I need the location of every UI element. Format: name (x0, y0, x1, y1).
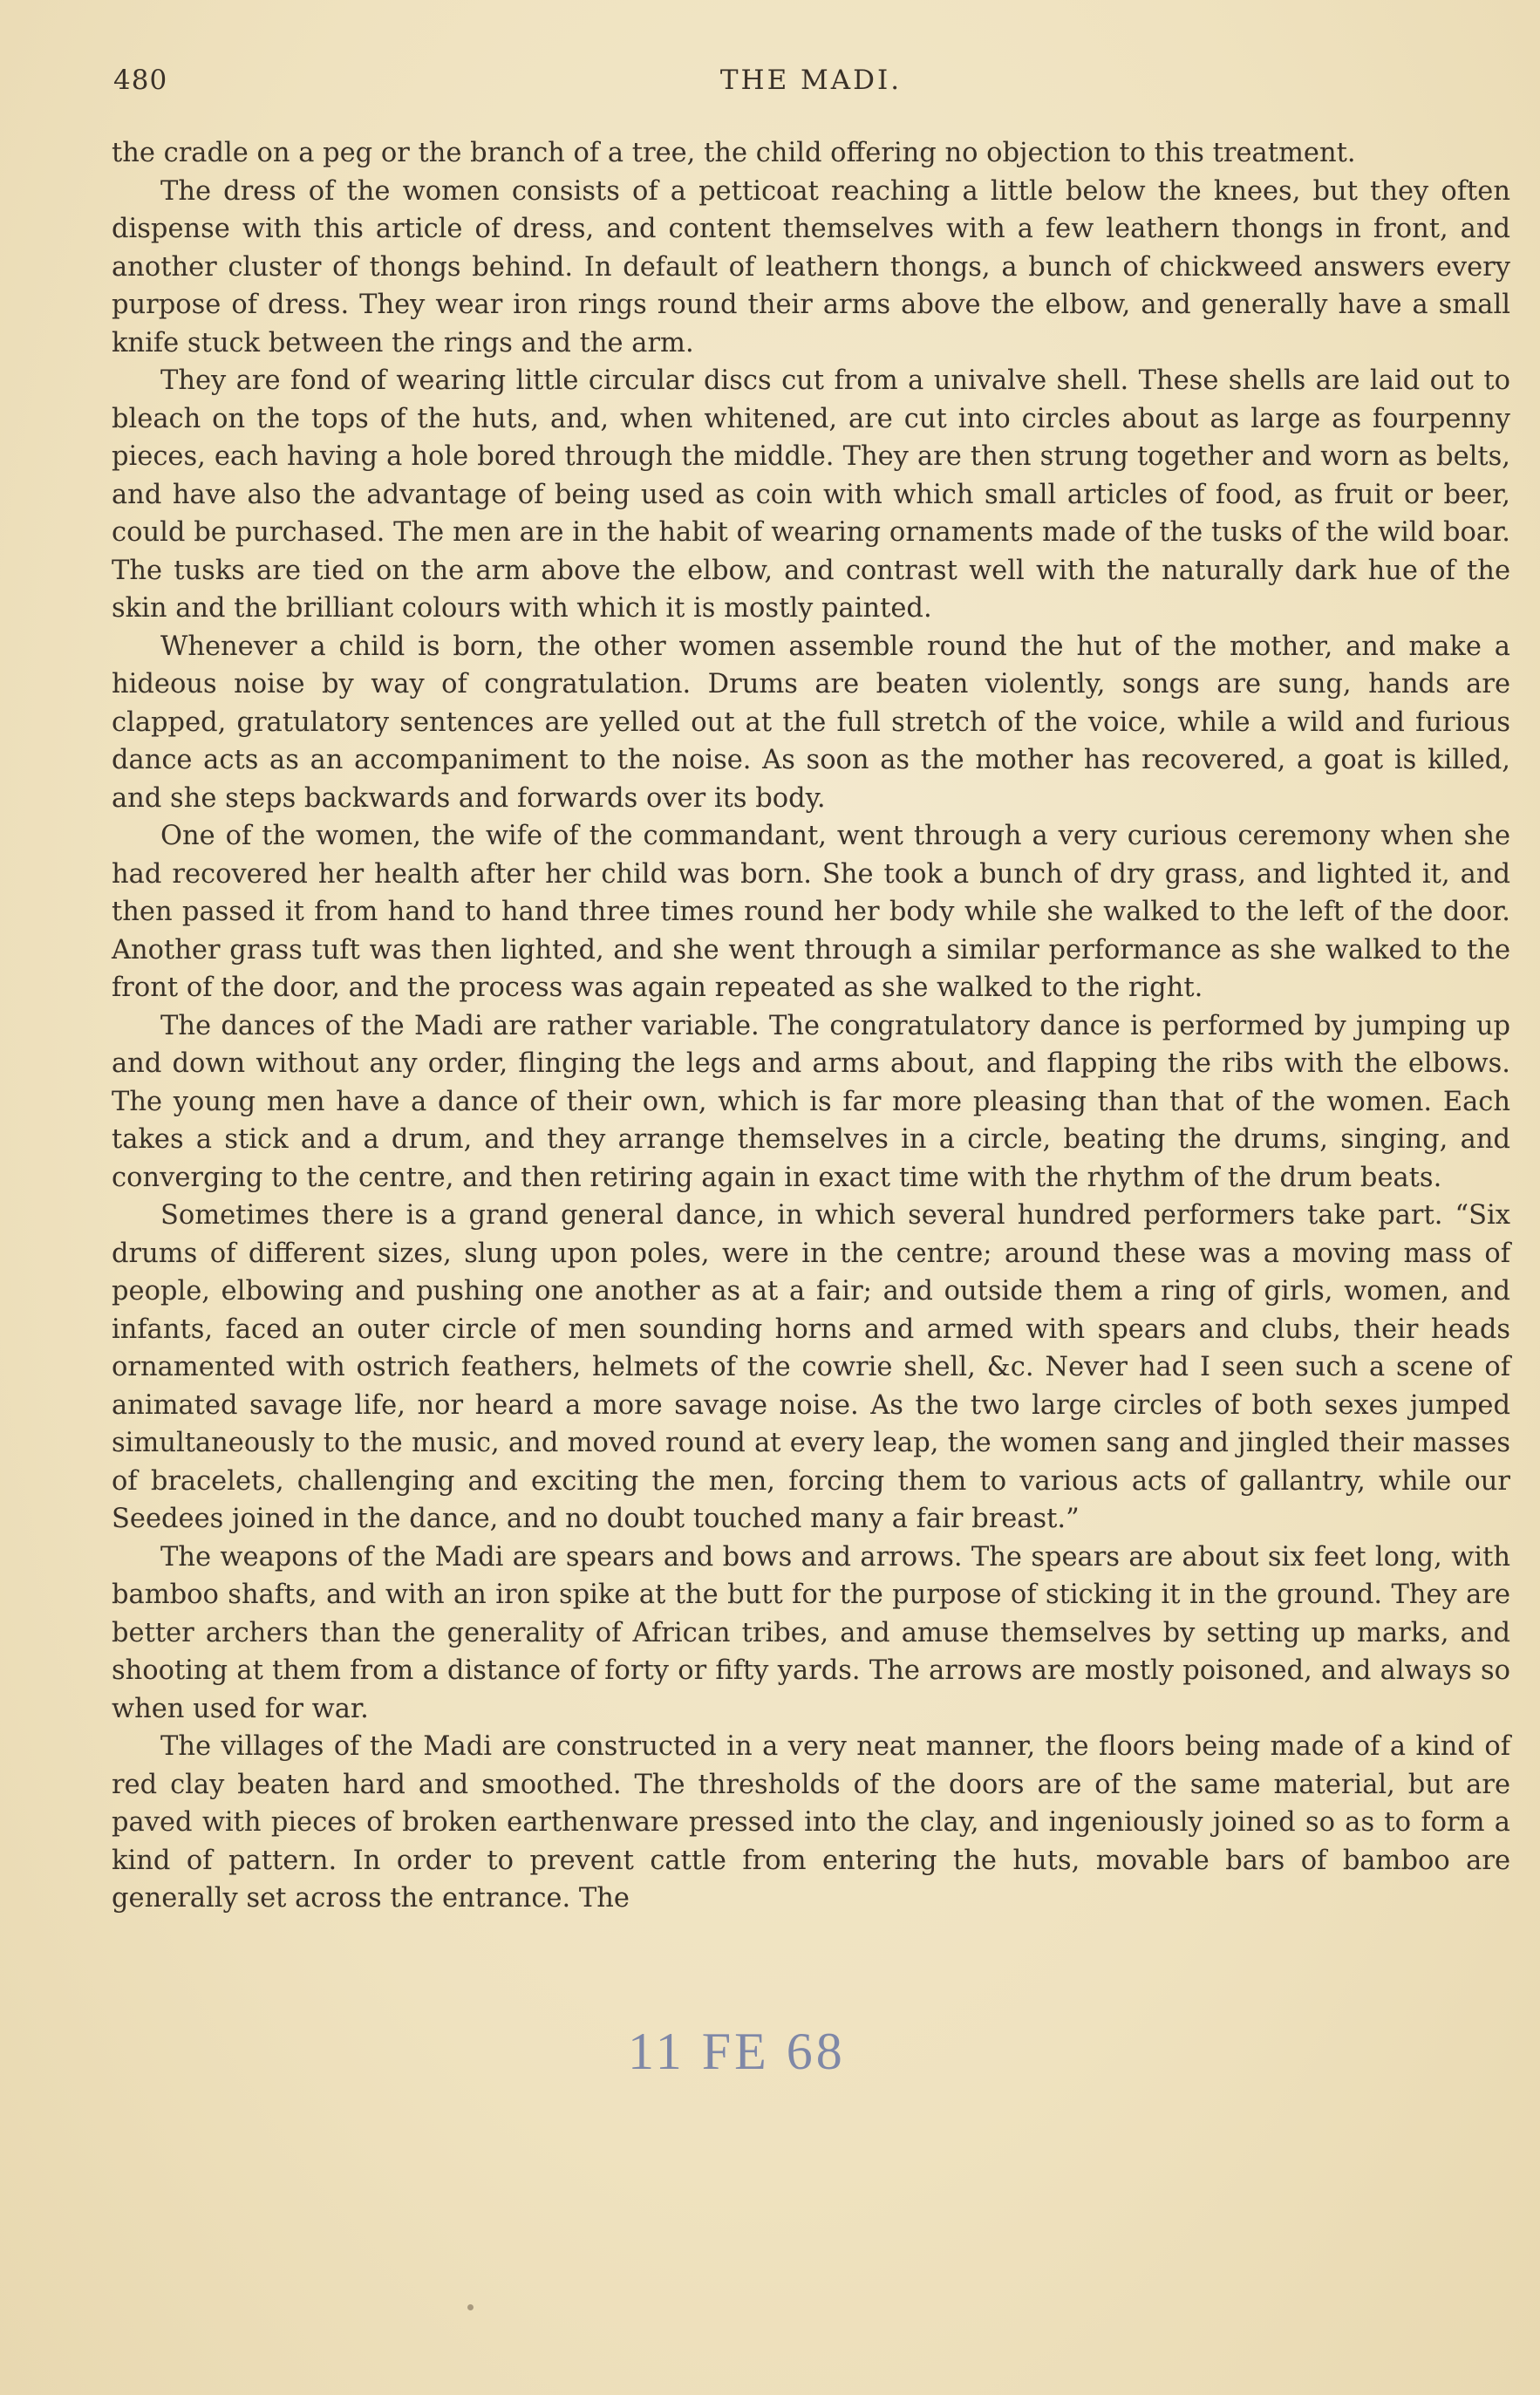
body-text (112, 134, 1510, 1918)
page-number: 480 (113, 65, 168, 96)
paragraph: the cradle on a peg or the branch of a tree, the child offering no objection to this treatment. (112, 138, 1356, 168)
date-stamp: 11 FE 68 (628, 2023, 846, 2080)
page-header (113, 65, 1509, 108)
paragraph: The dances of the Madi are rather variable. The congratulatory dance is performed by jumping up and down without any order, flinging the legs and arms about, and flapping the ribs with the elbows. The young men have a dance of their own, which is far more pleasing than that of the women. Each takes a stick and a drum, and they arrange themselves in a circle, beating the drums, singing, and converging to the centre, and then retiring again in exact time with the rhythm of the drum beats. (112, 1010, 1510, 1193)
paragraph: Whenever a child is born, the other women assemble round the hut of the mother, and make a hideous noise by way of congratulation. Drums are beaten violently, songs are sung, hands are clapped, gratulatory sentences are yelled out at the full stretch of the voice, while a wild and furious dance acts as an accompaniment to the noise. As soon as the mother has recovered, a goat is killed, and she steps backwards and forwards over its body. (112, 631, 1510, 814)
running-title: THE MADI. (719, 65, 903, 96)
paragraph: The villages of the Madi are constructed in a very neat manner, the floors being made of a kind of red clay beaten hard and smoothed. The thresholds of the doors are of the same material, but are paved with pieces of broken earthenware pressed into the clay, and ingeniously joined so as to form a kind of pattern. In order to prevent cattle from entering the huts, movable bars of bamboo are generally set across the entrance. The (112, 1731, 1510, 1914)
paragraph: The weapons of the Madi are spears and bows and arrows. The spears are about six feet long, with bamboo shafts, and with an iron spike at the butt for the purpose of sticking it in the ground. They are better archers than the generality of African tribes, and amuse themselves by setting up marks, and shooting at them from a distance of forty or fifty yards. The arrows are mostly poisoned, and always so when used for war. (112, 1541, 1510, 1724)
paragraph: Sometimes there is a grand general dance, in which several hundred performers take part. “Six drums of different sizes, slung upon poles, were in the centre; around these was a moving mass of people, elbowing and pushing one another as at a fair; and outside them a ring of girls, women, and infants, faced an outer circle of men sounding horns and armed with spears and clubs, their heads ornamented with ostrich feathers, helmets of the cowrie shell, &c. Never had I seen such a scene of animated savage life, nor heard a more savage noise. As the two large circles of both sexes jumped simultaneously to the music, and moved round at every leap, the women sang and jingled their masses of bracelets, challenging and exciting the men, forcing them to various acts of gallantry, while our Seedees joined in the dance, and no doubt touched many a fair breast.” (112, 1200, 1510, 1534)
paragraph: One of the women, the wife of the commandant, went through a very curious ceremony when she had recovered her health after her child was born. She took a bunch of dry grass, and lighted it, and then passed it from hand to hand three times round her body while she walked to the left of the door. Another grass tuft was then lighted, and she went through a similar performance as she walked to the front of the door, and the process was again repeated as she walked to the right. (112, 821, 1510, 1003)
paragraph: The dress of the women consists of a petticoat reaching a little below the knees, but they often dispense with this article of dress, and content themselves with a few leathern thongs in front, and another cluster of thongs behind. In default of leathern thongs, a bunch of chickweed answers every purpose of dress. They wear iron rings round their arms above the elbow, and generally have a small knife stuck between the rings and the arm. (112, 175, 1510, 358)
paragraph: They are fond of wearing little circular discs cut from a univalve shell. These shells are laid out to bleach on the tops of the huts, and, when whitened, are cut into circles about as large as fourpenny pieces, each having a hole bored through the middle. They are then strung together and worn as belts, and have also the advantage of being used as coin with which small articles of food, as fruit or beer, could be purchased. The men are in the habit of wearing ornaments made of the tusks of the wild boar. The tusks are tied on the arm above the elbow, and contrast well with the naturally dark hue of the skin and the brilliant colours with which it is mostly painted. (112, 365, 1510, 624)
ink-speck (467, 2304, 474, 2310)
